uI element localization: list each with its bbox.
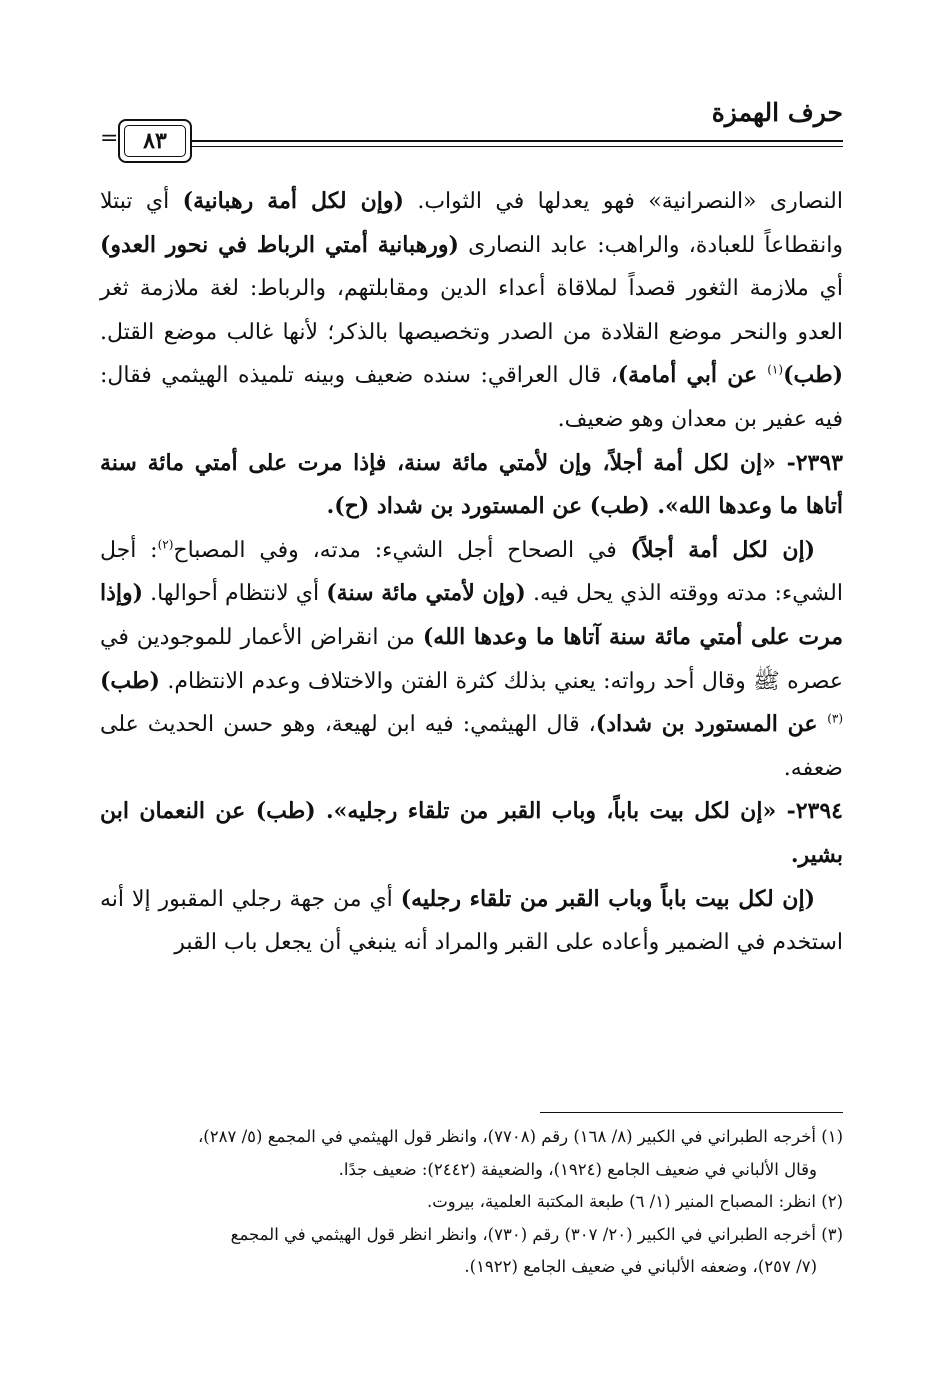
footnote-1-cont: وقال الألباني في ضعيف الجامع (١٩٢٤)، والضعيفة (٢٤٤٢): ضعيف جدًا. <box>338 1159 817 1179</box>
running-title: حرف الهمزة <box>711 98 843 127</box>
bold-phrase: (إن لكل أمة أجلاً) <box>630 536 815 563</box>
text-run: أي من جهة رجلي المقبور إلا أنه استخدم في الضمير وأعاده على القبر والمراد أنه ينبغي أن يجعل باب القبر <box>100 886 843 956</box>
main-text <box>100 180 843 965</box>
footnotes <box>100 1122 843 1285</box>
text-run: أي تبتلا وانقطاعاً للعبادة، والراهب: عابد النصارى <box>100 189 843 258</box>
header-rule-thin <box>190 146 843 147</box>
commentary-paragraph <box>100 878 843 965</box>
footnote-ref[interactable]: (١) <box>767 363 784 378</box>
bold-phrase: (إن لكل بيت باباً وباب القبر من تلقاء رجليه) <box>400 885 815 912</box>
commentary-paragraph <box>100 529 843 791</box>
bold-phrase: (طب) <box>783 362 843 389</box>
bold-phrase: (طب) <box>100 667 160 694</box>
text-run: ، قال العراقي: سنده ضعيف وبينه تلميذه الهيثمي فقال: فيه عفير بن معدان وهو ضعيف. <box>100 363 843 432</box>
hadith-2394: ٢٣٩٤- «إن لكل بيت باباً، وباب القبر من تلقاء رجليه». (طب) عن النعمان ابن بشير. <box>100 798 843 868</box>
continuation-mark: = <box>100 126 119 151</box>
hadith-2393: ٢٣٩٣- «إن لكل أمة أجلاً، وإن لأمتي مائة سنة، فإذا مرت على أمتي مائة سنة أتاها ما وعدها الله». (طب) عن المستورد بن شداد (ح). <box>100 449 843 520</box>
footnote-ref[interactable]: (٢) <box>157 537 174 552</box>
bold-phrase: (ورهبانية أمتي الرباط في نحور العدو) <box>100 231 459 258</box>
bold-phrase: (وإذا مرت على أمتي مائة سنة آتاها ما وعدها الله) <box>100 580 843 650</box>
text-run: من انقراض الأعمار للموجودين في عصره ﷺ وقال أحد رواته: يعني بذلك كثرة الفتن والاختلاف وعدم الانتظام. <box>100 624 843 694</box>
text-run: أي لانتظام أحوالها. <box>143 581 327 607</box>
page-number: ٨٣ <box>118 119 192 163</box>
bold-phrase: (وإن لأمتي مائة سنة) <box>326 580 526 607</box>
footnote-1: (١) أخرجه الطبراني في الكبير (٨/ ١٦٨) رقم (٧٧٠٨)، وانظر قول الهيثمي في المجمع (٥/ ٢٨٧)، <box>197 1127 843 1146</box>
text-run: النصارى «النصرانية» فهو يعدلها في الثواب. <box>403 189 843 214</box>
bold-phrase: (وإن لكل أمة رهبانية) <box>182 188 404 214</box>
footnote-rule <box>540 1112 843 1113</box>
footnote-3: (٣) أخرجه الطبراني في الكبير (٢٠/ ٣٠٧) رقم (٧٣٠)، وانظر انظر قول الهيثمي في المجمع <box>230 1224 843 1244</box>
footnote-ref[interactable]: (٣) <box>827 711 844 726</box>
footnote-2: (٢) انظر: المصباح المنير (١/ ٦) طبعة المكتبة العلمية، بيروت. <box>427 1192 843 1211</box>
bold-phrase: عن المستورد بن شداد) <box>595 711 828 738</box>
footnote-3-cont: (٧/ ٢٥٧)، وضعفه الألباني في ضعيف الجامع (١٩٢٢). <box>464 1257 817 1276</box>
text-run: في الصحاح أجل الشيء: مدته، وفي المصباح <box>173 537 631 563</box>
bold-phrase: عن أبي أمامة) <box>617 362 768 389</box>
text-run: أي ملازمة الثغور قصداً لملاقاة أعداء الدين ومقابلتهم، والرباط: لغة ملازمة ثغر العدو والنحر موضع القلادة من الصدر وتخصيصها بالذكر؛ لأنها غالب موضع القتل. <box>100 276 843 345</box>
header-rule <box>190 140 843 142</box>
text-run: ، قال الهيثمي: فيه ابن لهيعة، وهو حسن الحديث على ضعفه. <box>100 712 843 781</box>
text-run: : أجل الشيء: مدته ووقته الذي يحل فيه. <box>100 537 843 607</box>
commentary-paragraph <box>100 180 843 442</box>
